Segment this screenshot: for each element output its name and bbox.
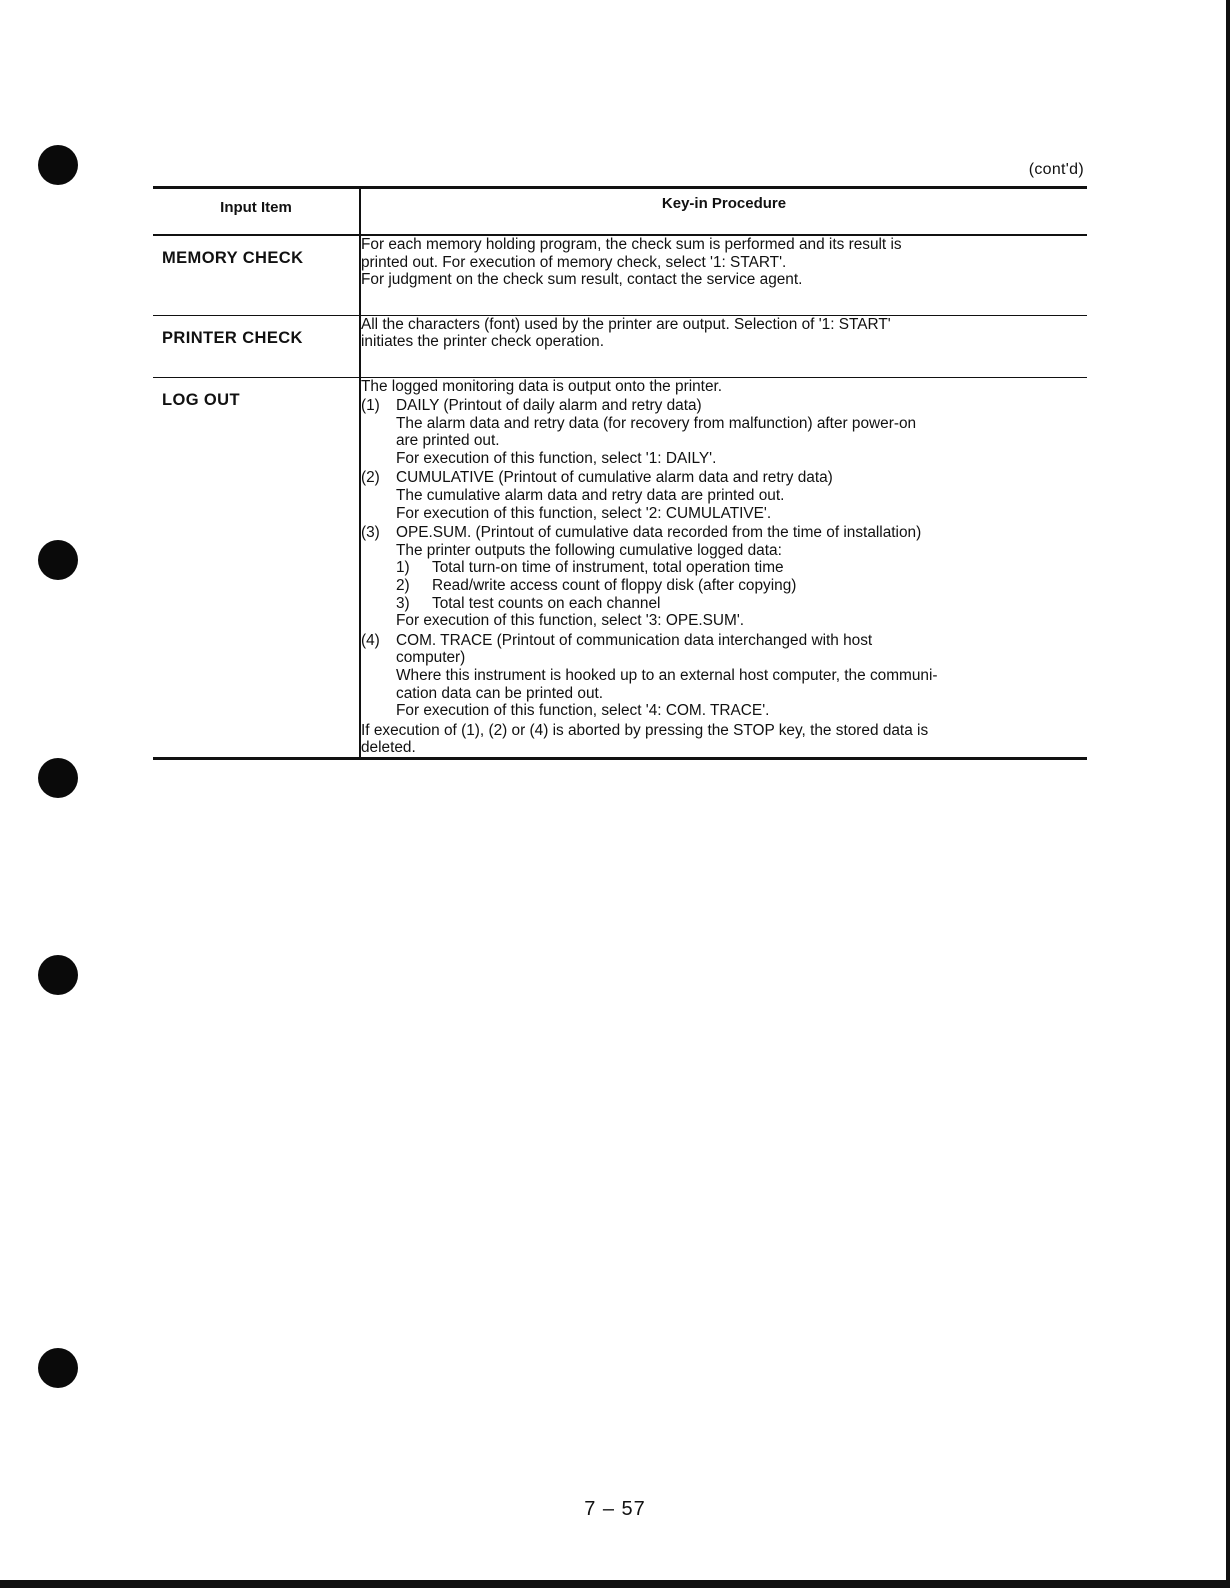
procedure-intro: The logged monitoring data is output onto the printer. — [361, 377, 723, 395]
procedure-line: printed out. For execution of memory check, select '1: START'. — [361, 253, 787, 271]
binder-hole — [38, 955, 78, 995]
table-row — [153, 235, 1087, 315]
page-number: 7 – 57 — [584, 1498, 646, 1520]
entry-line: cation data can be printed out. — [396, 684, 604, 702]
entry-title-continued: computer) — [396, 649, 466, 667]
table-header-row — [153, 188, 1087, 236]
continued-label: (cont'd) — [1028, 161, 1084, 178]
sub-item-number: 1) — [396, 559, 410, 577]
sub-item — [361, 595, 1087, 613]
entry-title: DAILY (Printout of daily alarm and retry data) — [396, 397, 702, 415]
table-row — [153, 377, 1087, 758]
entry-line: Where this instrument is hooked up to an external host computer, the communi- — [396, 667, 938, 684]
procedure-line: initiates the printer check operation. — [361, 333, 604, 351]
procedure-outro-line: deleted. — [361, 739, 416, 757]
log-entry-ope-sum — [361, 524, 1087, 630]
sub-item — [361, 577, 1087, 595]
sub-item — [361, 559, 1087, 577]
log-entry-com-trace — [361, 632, 1087, 720]
entry-line: For execution of this function, select '4: COM. TRACE'. — [396, 702, 770, 720]
procedure-table — [153, 186, 1087, 760]
column-header-key-in-procedure: Key-in Procedure — [661, 195, 787, 212]
entry-line: The printer outputs the following cumulative logged data: — [396, 541, 782, 559]
entry-number: (4) — [361, 631, 380, 649]
table-row — [153, 315, 1087, 377]
entry-number: (3) — [361, 524, 380, 542]
entry-title: CUMULATIVE (Printout of cumulative alarm data and retry data) — [396, 469, 833, 487]
entry-line: The alarm data and retry data (for recovery from malfunction) after power-on — [396, 414, 917, 432]
procedure-line: For judgment on the check sum result, contact the service agent. — [361, 271, 803, 289]
entry-line: The cumulative alarm data and retry data are printed out. — [396, 487, 785, 505]
procedure-memory-check — [360, 235, 1087, 315]
sub-item-text: Total turn-on time of instrument, total operation time — [432, 559, 784, 577]
input-item-memory-check: MEMORY CHECK — [162, 249, 304, 267]
sub-item-number: 3) — [396, 594, 410, 612]
sub-item-text: Read/write access count of floppy disk (after copying) — [432, 577, 797, 595]
entry-number: (1) — [361, 397, 380, 415]
binder-hole — [38, 758, 78, 798]
procedure-outro-line: If execution of (1), (2) or (4) is aborted by pressing the STOP key, the stored data is — [361, 721, 929, 739]
column-header-input-item: Input Item — [153, 188, 360, 236]
entry-line: For execution of this function, select '3: OPE.SUM'. — [396, 612, 745, 630]
procedure-line: For each memory holding program, the check sum is performed and its result is — [361, 236, 902, 253]
input-item-printer-check: PRINTER CHECK — [162, 328, 303, 347]
log-entry-cumulative — [361, 469, 1087, 522]
binder-hole — [38, 145, 78, 185]
input-item-log-out: LOG OUT — [162, 390, 240, 409]
binder-hole — [38, 540, 78, 580]
entry-line: For execution of this function, select '2: CUMULATIVE'. — [396, 504, 772, 522]
log-entry-daily — [361, 397, 1087, 467]
entry-title: COM. TRACE (Printout of communication data interchanged with host — [396, 631, 873, 649]
procedure-printer-check — [360, 315, 1087, 377]
sub-item-number: 2) — [396, 577, 410, 595]
procedure-line: All the characters (font) used by the printer are output. Selection of '1: START' — [361, 315, 891, 333]
binder-hole — [38, 1348, 78, 1388]
sub-item-text: Total test counts on each channel — [432, 594, 661, 612]
procedure-log-out — [360, 377, 1087, 758]
entry-line: For execution of this function, select '1: DAILY'. — [396, 449, 717, 467]
entry-title: OPE.SUM. (Printout of cumulative data recorded from the time of installation) — [396, 524, 922, 542]
entry-number: (2) — [361, 469, 380, 487]
entry-line: are printed out. — [396, 432, 500, 450]
